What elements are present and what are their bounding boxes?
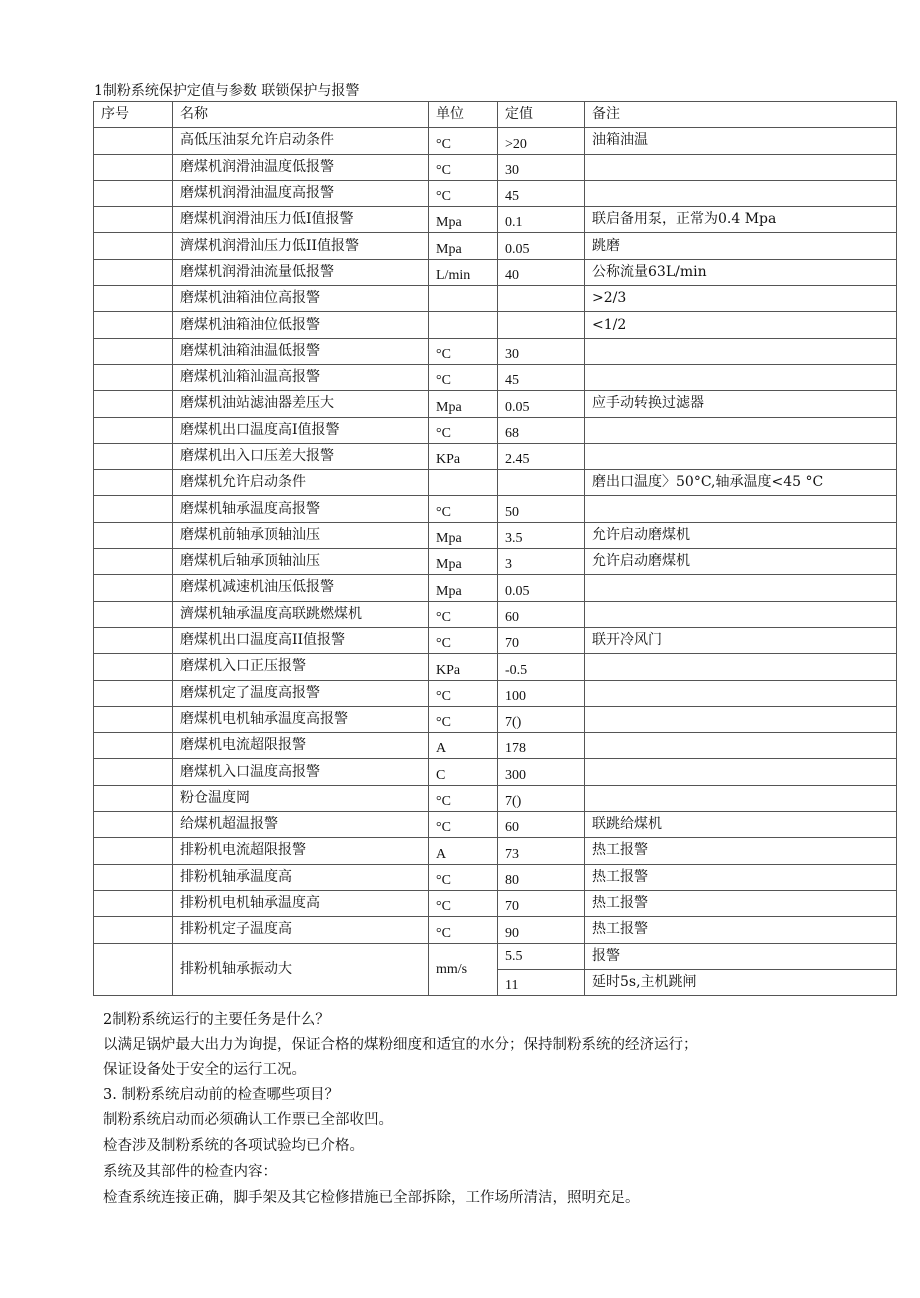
row-index-cell bbox=[94, 812, 173, 838]
q3-heading: 3. 制粉系统启动前的检查哪些项目？ bbox=[103, 1087, 339, 1103]
row-note: 允许启动磨煤机 bbox=[585, 522, 897, 548]
header-value: 定值 bbox=[498, 102, 585, 128]
row-index-cell bbox=[94, 207, 173, 233]
row-name: 濟煤机润滑汕压力低II值报警 bbox=[173, 233, 429, 259]
row-unit: °C bbox=[429, 785, 498, 811]
row-name: 濟煤机轴承温度高联跳燃煤机 bbox=[173, 601, 429, 627]
table-row bbox=[94, 154, 897, 180]
row-index-cell bbox=[94, 838, 173, 864]
row-index-cell bbox=[94, 286, 173, 312]
row-value: 0.1 bbox=[498, 207, 585, 233]
table-row bbox=[94, 496, 897, 522]
row-unit: Mpa bbox=[429, 391, 498, 417]
row-note: 联开冷风门 bbox=[585, 627, 897, 653]
row-unit bbox=[429, 312, 498, 338]
table-row bbox=[94, 549, 897, 575]
row-value: 0.05 bbox=[498, 575, 585, 601]
header-note: 备注 bbox=[585, 102, 897, 128]
row-note bbox=[585, 154, 897, 180]
row-note bbox=[585, 733, 897, 759]
row-note: 报警 bbox=[585, 943, 897, 969]
row-unit: L/min bbox=[429, 259, 498, 285]
row-index-cell bbox=[94, 364, 173, 390]
row-value: 2.45 bbox=[498, 443, 585, 469]
table-row bbox=[94, 207, 897, 233]
table-header-row bbox=[94, 102, 897, 128]
q3-line4: 检査系统连接正确，脚手架及其它检修措施已全部拆除，工作场所清洁，照明充足。 bbox=[103, 1190, 640, 1206]
row-name: 磨煤机入口正压报警 bbox=[173, 654, 429, 680]
row-unit: °C bbox=[429, 417, 498, 443]
row-unit: °C bbox=[429, 627, 498, 653]
row-index-cell bbox=[94, 259, 173, 285]
header-name: 名称 bbox=[173, 102, 429, 128]
protection-table bbox=[93, 101, 897, 996]
row-name: 磨煤机电机轴承温度高报警 bbox=[173, 706, 429, 732]
row-index-cell bbox=[94, 312, 173, 338]
table-row bbox=[94, 443, 897, 469]
row-value: 50 bbox=[498, 496, 585, 522]
row-note: 联启备用泵，正常为0.4 Mpa bbox=[585, 207, 897, 233]
row-value: 11 bbox=[498, 969, 585, 995]
q2-line2: 保证设备处于安全的运行工况。 bbox=[103, 1062, 306, 1078]
row-note bbox=[585, 706, 897, 732]
row-note bbox=[585, 443, 897, 469]
row-index-cell bbox=[94, 391, 173, 417]
row-unit: °C bbox=[429, 706, 498, 732]
row-name: 磨煤机出口温度高II值报警 bbox=[173, 627, 429, 653]
table-row bbox=[94, 128, 897, 154]
row-name: 排粉机电流超限报警 bbox=[173, 838, 429, 864]
row-value: 90 bbox=[498, 917, 585, 943]
row-index-cell bbox=[94, 575, 173, 601]
table-row bbox=[94, 233, 897, 259]
table-row bbox=[94, 654, 897, 680]
table-row bbox=[94, 864, 897, 890]
row-unit: °C bbox=[429, 864, 498, 890]
table-row bbox=[94, 917, 897, 943]
q2-line1: 以满足锅炉最大出力为询提，保证合格的煤粉细度和适宜的水分；保持制粉系统的经济运行； bbox=[103, 1037, 698, 1053]
row-index-cell bbox=[94, 496, 173, 522]
table-row bbox=[94, 706, 897, 732]
row-unit: A bbox=[429, 733, 498, 759]
table-row bbox=[94, 364, 897, 390]
row-name: 粉仓温度岡 bbox=[173, 785, 429, 811]
table-row bbox=[94, 470, 897, 496]
row-note: 允许启动磨煤机 bbox=[585, 549, 897, 575]
row-note: 联跳给煤机 bbox=[585, 812, 897, 838]
table-row bbox=[94, 627, 897, 653]
q3-line1: 制粉系统启动而必须确认工作票已全部收凹。 bbox=[103, 1112, 393, 1128]
table-row bbox=[94, 733, 897, 759]
row-value: -0.5 bbox=[498, 654, 585, 680]
row-index-cell bbox=[94, 443, 173, 469]
row-name: 磨煤机电流超限报警 bbox=[173, 733, 429, 759]
table-row bbox=[94, 812, 897, 838]
row-value: 0.05 bbox=[498, 391, 585, 417]
row-name: 磨煤机油站滤油器差压大 bbox=[173, 391, 429, 417]
row-note: >2/3 bbox=[585, 286, 897, 312]
row-name: 排粉机电机轴承温度高 bbox=[173, 890, 429, 916]
table-row bbox=[94, 180, 897, 206]
row-value: 45 bbox=[498, 364, 585, 390]
row-unit: °C bbox=[429, 890, 498, 916]
table-row bbox=[94, 259, 897, 285]
row-name: 磨煤机油箱油位低报警 bbox=[173, 312, 429, 338]
row-unit: °C bbox=[429, 496, 498, 522]
row-value bbox=[498, 470, 585, 496]
row-unit: °C bbox=[429, 128, 498, 154]
row-value: 0.05 bbox=[498, 233, 585, 259]
row-note bbox=[585, 785, 897, 811]
row-unit: °C bbox=[429, 364, 498, 390]
row-unit: °C bbox=[429, 812, 498, 838]
row-index-cell bbox=[94, 917, 173, 943]
table-row bbox=[94, 417, 897, 443]
row-note: 热工报警 bbox=[585, 917, 897, 943]
row-name: 磨煤机润滑油温度高报警 bbox=[173, 180, 429, 206]
row-index-cell bbox=[94, 943, 173, 996]
q3-line2: 检杳涉及制粉系统的各项试验均已介格。 bbox=[103, 1138, 364, 1154]
row-name: 高低压油泵允许启动条件 bbox=[173, 128, 429, 154]
row-note bbox=[585, 417, 897, 443]
row-name: 磨煤机润滑油压力低I值报警 bbox=[173, 207, 429, 233]
row-name: 磨煤机入口温度高报警 bbox=[173, 759, 429, 785]
row-unit: °C bbox=[429, 917, 498, 943]
row-name: 磨煤机油箱油位高报警 bbox=[173, 286, 429, 312]
q2-heading: 2制粉系统运行的主要任务是什么？ bbox=[103, 1012, 330, 1028]
row-index-cell bbox=[94, 549, 173, 575]
row-unit: Mpa bbox=[429, 522, 498, 548]
row-note: <1/2 bbox=[585, 312, 897, 338]
row-index-cell bbox=[94, 733, 173, 759]
row-value: 70 bbox=[498, 890, 585, 916]
row-name: 磨煤机定了温度高报警 bbox=[173, 680, 429, 706]
row-index-cell bbox=[94, 233, 173, 259]
row-note: 热工报警 bbox=[585, 890, 897, 916]
row-index-cell bbox=[94, 785, 173, 811]
row-index-cell bbox=[94, 522, 173, 548]
table-row bbox=[94, 838, 897, 864]
row-note: 跳磨 bbox=[585, 233, 897, 259]
row-index-cell bbox=[94, 654, 173, 680]
row-value: 68 bbox=[498, 417, 585, 443]
row-name: 磨煤机前轴承顶轴汕压 bbox=[173, 522, 429, 548]
row-unit: °C bbox=[429, 180, 498, 206]
row-index-cell bbox=[94, 706, 173, 732]
row-index-cell bbox=[94, 154, 173, 180]
table-row-vibration bbox=[94, 943, 897, 969]
row-name: 磨煤机出入口压差大报警 bbox=[173, 443, 429, 469]
table-row bbox=[94, 601, 897, 627]
row-value bbox=[498, 286, 585, 312]
row-value: 7() bbox=[498, 706, 585, 732]
row-index-cell bbox=[94, 338, 173, 364]
row-value: 7() bbox=[498, 785, 585, 811]
row-name: 磨煤机后轴承顶轴汕压 bbox=[173, 549, 429, 575]
row-unit: C bbox=[429, 759, 498, 785]
row-note bbox=[585, 180, 897, 206]
row-value: 60 bbox=[498, 812, 585, 838]
row-value: 70 bbox=[498, 627, 585, 653]
row-value: >20 bbox=[498, 128, 585, 154]
row-name: 磨煤机允许启动条件 bbox=[173, 470, 429, 496]
row-name: 给煤机超温报警 bbox=[173, 812, 429, 838]
row-name: 磨煤机轴承温度高报警 bbox=[173, 496, 429, 522]
row-unit bbox=[429, 470, 498, 496]
row-value: 73 bbox=[498, 838, 585, 864]
row-note: 应手动转换过滤器 bbox=[585, 391, 897, 417]
table-row bbox=[94, 391, 897, 417]
row-unit: Mpa bbox=[429, 207, 498, 233]
row-unit: Mpa bbox=[429, 549, 498, 575]
row-value: 30 bbox=[498, 154, 585, 180]
row-note: 热工报警 bbox=[585, 838, 897, 864]
row-note bbox=[585, 338, 897, 364]
row-index-cell bbox=[94, 601, 173, 627]
row-value: 5.5 bbox=[498, 943, 585, 969]
row-unit: Mpa bbox=[429, 575, 498, 601]
row-index-cell bbox=[94, 680, 173, 706]
row-value: 80 bbox=[498, 864, 585, 890]
row-value: 3 bbox=[498, 549, 585, 575]
header-unit: 单位 bbox=[429, 102, 498, 128]
table-row bbox=[94, 759, 897, 785]
table-row bbox=[94, 522, 897, 548]
row-index-cell bbox=[94, 864, 173, 890]
row-name: 排粉机轴承振动大 bbox=[173, 943, 429, 996]
row-value: 300 bbox=[498, 759, 585, 785]
table-row bbox=[94, 286, 897, 312]
row-unit: °C bbox=[429, 154, 498, 180]
row-unit: °C bbox=[429, 680, 498, 706]
table-row bbox=[94, 575, 897, 601]
row-unit: KPa bbox=[429, 443, 498, 469]
row-note bbox=[585, 759, 897, 785]
row-name: 磨煤机润滑油温度低报警 bbox=[173, 154, 429, 180]
row-note: 延时5s,主机跳闸 bbox=[585, 969, 897, 995]
row-note bbox=[585, 680, 897, 706]
row-value: 100 bbox=[498, 680, 585, 706]
row-note bbox=[585, 654, 897, 680]
row-name: 排粉机轴承温度高 bbox=[173, 864, 429, 890]
row-value: 30 bbox=[498, 338, 585, 364]
row-value: 3.5 bbox=[498, 522, 585, 548]
row-name: 磨煤机减速机油压低报警 bbox=[173, 575, 429, 601]
table-row bbox=[94, 680, 897, 706]
row-note bbox=[585, 496, 897, 522]
row-name: 磨煤机润滑油流量低报警 bbox=[173, 259, 429, 285]
row-unit: KPa bbox=[429, 654, 498, 680]
table-row bbox=[94, 312, 897, 338]
row-note bbox=[585, 364, 897, 390]
row-note bbox=[585, 575, 897, 601]
row-note: 公称流量63L/min bbox=[585, 259, 897, 285]
table-row bbox=[94, 890, 897, 916]
row-unit: mm/s bbox=[429, 943, 498, 996]
row-index-cell bbox=[94, 128, 173, 154]
row-index-cell bbox=[94, 417, 173, 443]
row-index-cell bbox=[94, 890, 173, 916]
header-index: 序号 bbox=[94, 102, 173, 128]
row-index-cell bbox=[94, 180, 173, 206]
row-note: 油箱油温 bbox=[585, 128, 897, 154]
row-name: 磨煤机出口温度高I值报警 bbox=[173, 417, 429, 443]
row-index-cell bbox=[94, 470, 173, 496]
row-unit: °C bbox=[429, 338, 498, 364]
row-value: 45 bbox=[498, 180, 585, 206]
section-title: 1制粉系统保护定值与参数 联锁保护与报警 bbox=[94, 83, 360, 99]
row-value: 178 bbox=[498, 733, 585, 759]
row-unit: °C bbox=[429, 601, 498, 627]
row-unit: Mpa bbox=[429, 233, 498, 259]
row-name: 排粉机定子温度高 bbox=[173, 917, 429, 943]
row-value bbox=[498, 312, 585, 338]
row-unit: A bbox=[429, 838, 498, 864]
row-unit bbox=[429, 286, 498, 312]
row-note: 热工报警 bbox=[585, 864, 897, 890]
row-index-cell bbox=[94, 627, 173, 653]
table-row bbox=[94, 338, 897, 364]
row-note bbox=[585, 601, 897, 627]
row-name: 磨煤机油箱油温低报警 bbox=[173, 338, 429, 364]
row-note: 磨出口温度〉50°C,轴承温度<45 °C bbox=[585, 470, 897, 496]
row-value: 60 bbox=[498, 601, 585, 627]
q3-line3: 系统及其部件的检查内容： bbox=[103, 1164, 277, 1180]
row-index-cell bbox=[94, 759, 173, 785]
row-name: 磨煤机汕箱汕温高报警 bbox=[173, 364, 429, 390]
table-row bbox=[94, 785, 897, 811]
row-value: 40 bbox=[498, 259, 585, 285]
